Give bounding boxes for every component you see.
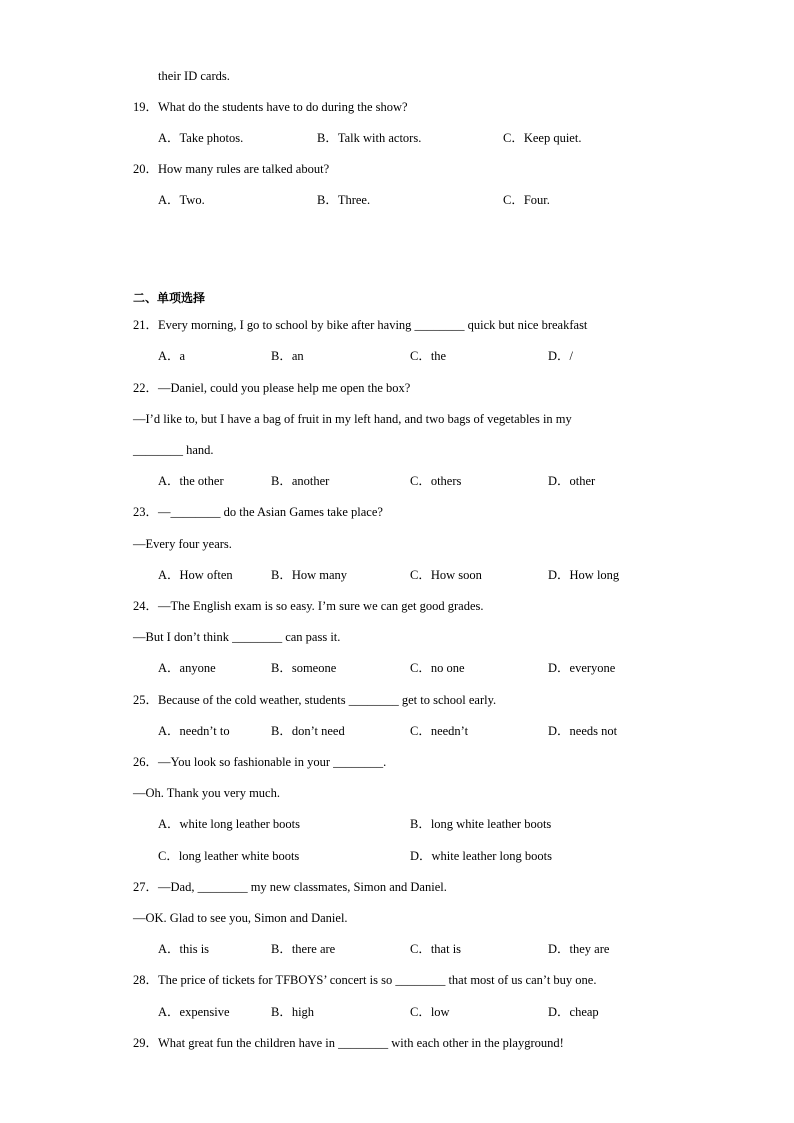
- question-27-line-1: 27．—Dad, ________ my new classmates, Simon and Daniel.: [133, 880, 447, 894]
- q24-option-a[interactable]: A．anyone: [158, 661, 216, 675]
- q22-option-b[interactable]: B．another: [271, 474, 330, 488]
- q21-option-b[interactable]: B．an: [271, 349, 304, 363]
- q23-option-a[interactable]: A．How often: [158, 568, 233, 582]
- q20-option-a[interactable]: A．Two.: [158, 193, 205, 207]
- q27-option-b[interactable]: B．there are: [271, 942, 336, 956]
- q22-option-c[interactable]: C．others: [410, 474, 462, 488]
- q28-option-a[interactable]: A．expensive: [158, 1005, 230, 1019]
- q20-option-b[interactable]: B．Three.: [317, 193, 371, 207]
- q23-option-d[interactable]: D．How long: [548, 568, 620, 582]
- q22-option-d[interactable]: D．other: [548, 474, 596, 488]
- q21-option-d[interactable]: D．/: [548, 349, 574, 363]
- q21-option-c[interactable]: C．the: [410, 349, 447, 363]
- q28-option-d[interactable]: D．cheap: [548, 1005, 599, 1019]
- q24-option-c[interactable]: C．no one: [410, 661, 465, 675]
- q26-option-a[interactable]: A．white long leather boots: [158, 817, 300, 831]
- q20-option-c[interactable]: C．Four.: [503, 193, 550, 207]
- question-24-line-1: 24．—The English exam is so easy. I’m sure we can get good grades.: [133, 599, 484, 613]
- question-23-line-1: 23．—________ do the Asian Games take place?: [133, 505, 383, 519]
- question-23-line-2: —Every four years.: [133, 537, 232, 551]
- question-22-line-1: 22．—Daniel, could you please help me open the box?: [133, 381, 411, 395]
- q26-option-d[interactable]: D．white leather long boots: [410, 849, 552, 863]
- q19-option-c[interactable]: C．Keep quiet.: [503, 131, 582, 145]
- section-title: 二、单项选择: [133, 291, 206, 305]
- q26-option-b[interactable]: B．long white leather boots: [410, 817, 552, 831]
- q21-option-a[interactable]: A．a: [158, 349, 186, 363]
- q23-option-b[interactable]: B．How many: [271, 568, 348, 582]
- q19-option-b[interactable]: B．Talk with actors.: [317, 131, 422, 145]
- q24-option-d[interactable]: D．everyone: [548, 661, 616, 675]
- q25-option-a[interactable]: A．needn’t to: [158, 724, 230, 738]
- question-27-line-2: —OK. Glad to see you, Simon and Daniel.: [133, 911, 348, 925]
- q25-option-b[interactable]: B．don’t need: [271, 724, 345, 738]
- question-18-continuation: their ID cards.: [158, 69, 230, 83]
- q19-option-a[interactable]: A．Take photos.: [158, 131, 244, 145]
- question-20-stem: 20．How many rules are talked about?: [133, 162, 330, 176]
- q25-option-c[interactable]: C．needn’t: [410, 724, 469, 738]
- question-29-stem: 29．What great fun the children have in ________ with each other in the playground!: [133, 1036, 564, 1050]
- q27-option-d[interactable]: D．they are: [548, 942, 610, 956]
- q28-option-c[interactable]: C．low: [410, 1005, 450, 1019]
- question-28-stem: 28．The price of tickets for TFBOYS’ concert is so ________ that most of us can’t buy one.: [133, 973, 597, 987]
- q25-option-d[interactable]: D．needs not: [548, 724, 618, 738]
- q23-option-c[interactable]: C．How soon: [410, 568, 482, 582]
- question-25-stem: 25．Because of the cold weather, students ________ get to school early.: [133, 693, 497, 707]
- question-22-line-2: —I’d like to, but I have a bag of fruit in my left hand, and two bags of vegetables in my: [133, 412, 572, 426]
- q27-option-a[interactable]: A．this is: [158, 942, 210, 956]
- question-26-line-2: —Oh. Thank you very much.: [133, 786, 280, 800]
- q26-option-c[interactable]: C．long leather white boots: [158, 849, 300, 863]
- question-24-line-2: —But I don’t think ________ can pass it.: [133, 630, 341, 644]
- q22-option-a[interactable]: A．the other: [158, 474, 224, 488]
- q27-option-c[interactable]: C．that is: [410, 942, 462, 956]
- question-19-stem: 19．What do the students have to do during the show?: [133, 100, 408, 114]
- q24-option-b[interactable]: B．someone: [271, 661, 337, 675]
- q28-option-b[interactable]: B．high: [271, 1005, 315, 1019]
- question-21-stem: 21．Every morning, I go to school by bike after having ________ quick but nice breakfast: [133, 318, 588, 332]
- question-22-line-3: ________ hand.: [133, 443, 214, 457]
- question-26-line-1: 26．—You look so fashionable in your ________.: [133, 755, 387, 769]
